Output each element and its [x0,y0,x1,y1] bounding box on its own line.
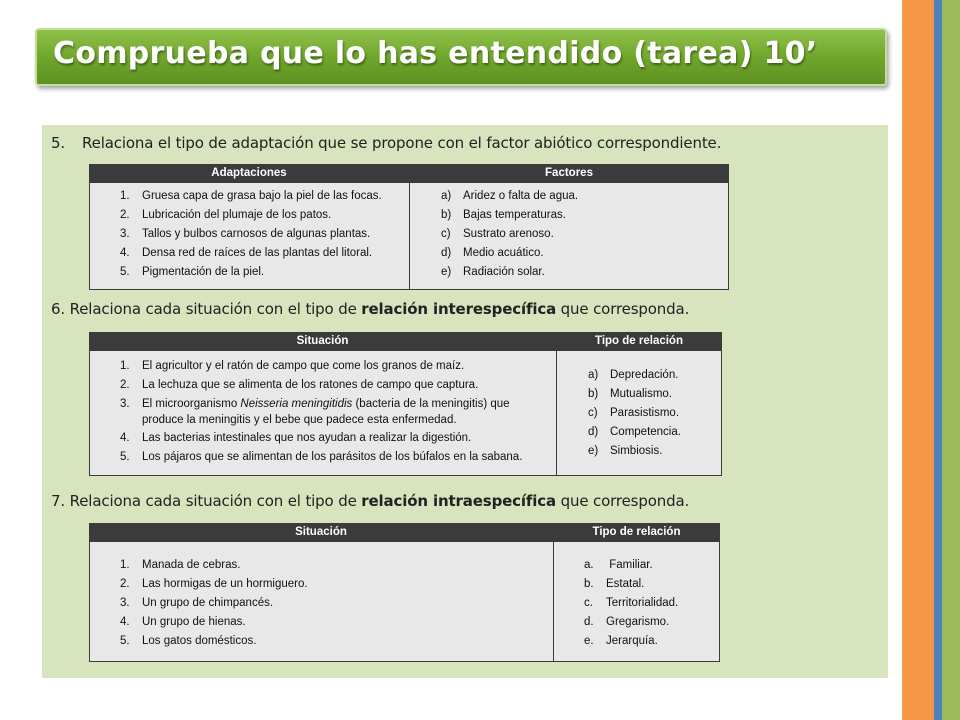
header-adaptaciones: Adaptaciones [211,167,287,179]
list-item: b. Estatal. [584,578,645,590]
table-header [89,164,729,183]
list-item: 3. Un grupo de chimpancés. [120,597,274,609]
list-item: e) Simbiosis. [588,445,663,457]
list-item: a) Depredación. [588,369,679,381]
list-item: d) Medio acuático. [441,247,544,259]
title-banner [35,28,887,86]
question-6: 6. Relaciona cada situación con el tipo de relación interespecífica que corresponda. [51,300,690,318]
decorative-stripe-green [942,0,960,720]
table-header [89,332,722,351]
list-item: 1. Manada de cebras. [120,559,241,571]
list-item: e) Radiación solar. [441,266,545,278]
list-item: c. Territorialidad. [584,597,679,609]
list-item: d) Competencia. [588,426,681,438]
list-item: 5. Pigmentación de la piel. [120,266,265,278]
list-item: c) Sustrato arenoso. [441,228,554,240]
header-tipo-relacion: Tipo de relación [595,335,683,347]
question-5-number: 5. [51,134,66,152]
list-item: 2. Las hormigas de un hormiguero. [120,578,308,590]
table-header [89,523,720,542]
list-item: a. Familiar. [584,559,653,571]
list-item: 3. El microorganismo Neisseria meningitidis (bacteria de la meningitis) que [120,398,510,410]
list-item: 5. Los pájaros que se alimentan de los parásitos de los búfalos en la sabana. [120,451,523,463]
list-item: d. Gregarismo. [584,616,670,628]
list-item: 1. El agricultor y el ratón de campo que come los granos de maíz. [120,360,465,372]
question-5-text: Relaciona el tipo de adaptación que se propone con el factor abiótico correspondiente. [82,134,722,152]
decorative-stripe-blue [934,0,942,720]
header-factores: Factores [545,167,593,179]
decorative-stripe-orange [902,0,934,720]
question-5 [51,134,721,152]
question-7: 7. Relaciona cada situación con el tipo de relación intraespecífica que corresponda. [51,492,690,510]
list-item: 1. Gruesa capa de grasa bajo la piel de las focas. [120,190,382,202]
list-item: 3. Tallos y bulbos carnosos de algunas plantas. [120,228,371,240]
list-item: 4. Las bacterias intestinales que nos ayudan a realizar la digestión. [120,432,472,444]
slide-title: Comprueba que lo has entendido (tarea) 10’ [53,36,818,71]
question-6-emphasis: relación interespecífica [361,300,557,318]
table-intraspecific [89,523,720,662]
list-item: b) Bajas temperaturas. [441,209,566,221]
list-item: b) Mutualismo. [588,388,672,400]
list-item-continuation: produce la meningitis y el bebe que padece esta enfermedad. [142,414,457,426]
table-interspecific [89,332,722,476]
list-item: 5. Los gatos domésticos. [120,635,257,647]
header-situacion: Situación [295,526,347,538]
list-item: c) Parasistismo. [588,407,680,419]
list-item: 4. Un grupo de hienas. [120,616,246,628]
header-tipo-relacion: Tipo de relación [592,526,681,538]
list-item: e. Jerarquía. [584,635,658,647]
list-item: 2. La lechuza que se alimenta de los ratones de campo que captura. [120,379,479,391]
list-item: 4. Densa red de raíces de las plantas del litoral. [120,247,373,259]
table-adaptations [89,164,729,290]
list-item: 2. Lubricación del plumaje de los patos. [120,209,332,221]
list-item: a) Aridez o falta de agua. [441,190,579,202]
header-situacion: Situación [296,335,349,347]
question-7-emphasis: relación intraespecífica [361,492,556,510]
